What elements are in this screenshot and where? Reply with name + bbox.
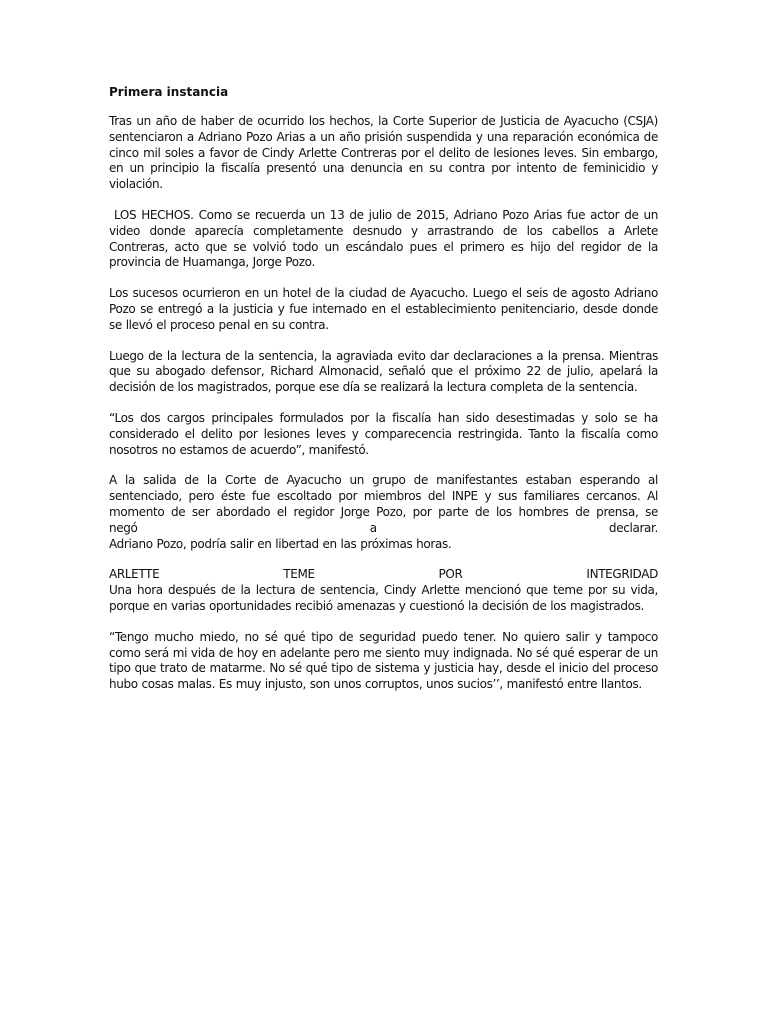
document-page: [109, 84, 662, 693]
spread-word: POR: [438, 567, 463, 582]
paragraph-appeal: Luego de la lectura de la sentencia, la agraviada evito dar declaraciones a la prensa. Mientras que su abogado defensor, Richard Almonacid, señaló que el próximo 22 de julio, apelará la decisión de los magistrados, porque ese día se realizará la lectura completa de la sentencia.: [109, 348, 658, 395]
paragraph-arlette-body: Una hora después de la lectura de sentencia, Cindy Arlette mencionó que teme por su vida, porque en varias oportunidades recibió amenazas y cuestionó la decisión de los magistrados.: [109, 583, 658, 613]
spread-word: negó: [109, 520, 138, 535]
paragraph-verdict: Tras un año de haber de ocurrido los hechos, la Corte Superior de Justicia de Ayacucho (CSJA) sentenciaron a Adriano Pozo Arias a un año prisión suspendida y una reparación económica de cinco mil soles a favor de Cindy Arlette Contreras por el delito de lesiones leves. Sin embargo, en un principio la fiscalía presentó una denuncia en su contra por intento de feminicidio y violación.: [109, 114, 658, 192]
spread-word: ARLETTE: [109, 567, 160, 582]
spread-word: a: [369, 520, 377, 535]
paragraph-exit: [109, 473, 658, 552]
paragraph-quote-arlette: “Tengo mucho miedo, no sé qué tipo de seguridad puedo tener. No quiero salir y tampoco como será mi vida de hoy en adelante pero me siento muy indignada. No sé qué esperar de un tipo que trato de matarme. No sé qué tipo de sistema y justicia hay, desde el inicio del proceso hubo cosas malas. Es muy injusto, son unos corruptos, unos sucios’’, manifestó entre llantos.: [109, 629, 658, 692]
spread-word: TEME: [283, 567, 315, 582]
paragraph-exit-last: Adriano Pozo, podría salir en libertad en las próximas horas.: [109, 536, 452, 551]
subheading-arlette: [109, 567, 658, 583]
spread-word: INTEGRIDAD: [586, 567, 658, 582]
paragraph-events: Los sucesos ocurrieron en un hotel de la ciudad de Ayacucho. Luego el seis de agosto Adriano Pozo se entregó a la justicia y fue internado en el establecimiento penitenciario, desde donde se llevó el proceso penal en su contra.: [109, 286, 658, 332]
paragraph-exit-spread-line: [109, 521, 658, 537]
paragraph-arlette: [109, 567, 658, 614]
section-heading: Primera instancia: [109, 85, 229, 99]
paragraph-exit-main: A la salida de la Corte de Ayacucho un grupo de manifestantes estaban esperando al sentenciado, pero éste fue escoltado por miembros del INPE y sus familiares cercanos. Al momento de ser abordado el regidor Jorge Pozo, por parte de los hombres de prensa, se: [109, 473, 658, 519]
spread-word: declarar.: [608, 520, 658, 535]
paragraph-facts: LOS HECHOS. Como se recuerda un 13 de julio de 2015, Adriano Pozo Arias fue actor de un video donde aparecía completamente desnudo y arrastrando de los cabellos a Arlete Contreras, acto que se volvió todo un escándalo pues el primero es hijo del regidor de la provincia de Huamanga, Jorge Pozo.: [109, 207, 662, 270]
paragraph-quote-lawyer: “Los dos cargos principales formulados por la fiscalía han sido desestimadas y solo se ha considerado el delito por lesiones leves y comparecencia restringida. Tanto la fiscalía como nosotros no estamos de acuerdo”, manifestó.: [109, 410, 658, 457]
